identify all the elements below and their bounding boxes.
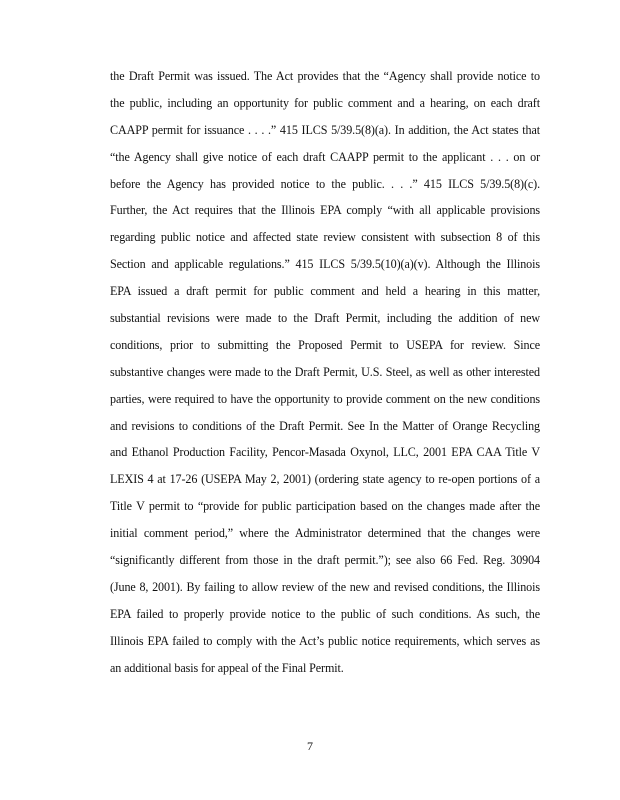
text-line: the Draft Permit was issued. The Act provides that the “Agency shall provide notice to — [110, 69, 540, 83]
text-line: the public, including an opportunity for public comment and a hearing, on each draft — [110, 95, 540, 110]
text-line: an additional basis for appeal of the Final Permit. — [110, 660, 344, 675]
text-line: before the Agency has provided notice to the public. . . .” 415 ILCS 5/39.5(8)(c). — [110, 176, 540, 191]
text-line: and revisions to conditions of the Draft Permit. See In the Matter of Orange Recycling — [110, 418, 540, 433]
text-line: initial comment period,” where the Administrator determined that the changes were — [110, 526, 540, 541]
text-line: regarding public notice and affected state review consistent with subsection 8 of this — [110, 230, 540, 245]
text-line: (June 8, 2001). By failing to allow review of the new and revised conditions, the Illinois — [110, 579, 540, 594]
text-line: Section and applicable regulations.” 415 ILCS 5/39.5(10)(a)(v). Although the Illinois — [110, 257, 540, 272]
text-line: Further, the Act requires that the Illinois EPA comply “with all applicable provisions — [110, 203, 540, 218]
text-line: conditions, prior to submitting the Proposed Permit to USEPA for review. Since — [110, 337, 540, 352]
body-paragraph — [110, 63, 540, 681]
text-line: substantive changes were made to the Draft Permit, U.S. Steel, as well as other interested — [110, 364, 540, 379]
text-line: EPA issued a draft permit for public comment and held a hearing in this matter, — [110, 284, 540, 299]
text-line: parties, were required to have the opportunity to provide comment on the new conditions — [110, 391, 540, 406]
text-line: CAAPP permit for issuance . . . .” 415 ILCS 5/39.5(8)(a). In addition, the Act states that — [110, 122, 540, 137]
text-line: “the Agency shall give notice of each draft CAAPP permit to the applicant . . . on or — [110, 149, 540, 164]
text-line: substantial revisions were made to the Draft Permit, including the addition of new — [110, 311, 540, 326]
page-number: 7 — [307, 739, 313, 753]
text-line: and Ethanol Production Facility, Pencor-Masada Oxynol, LLC, 2001 EPA CAA Title V — [110, 445, 540, 460]
text-line: EPA failed to properly provide notice to the public of such conditions. As such, the — [110, 606, 540, 621]
text-line: Title V permit to “provide for public participation based on the changes made after the — [110, 499, 540, 514]
text-line: “significantly different from those in the draft permit.”); see also 66 Fed. Reg. 30904 — [110, 553, 540, 568]
text-line: LEXIS 4 at 17-26 (USEPA May 2, 2001) (ordering state agency to re-open portions of a — [110, 472, 540, 487]
text-line: Illinois EPA failed to comply with the Act’s public notice requirements, which serves as — [110, 633, 540, 648]
